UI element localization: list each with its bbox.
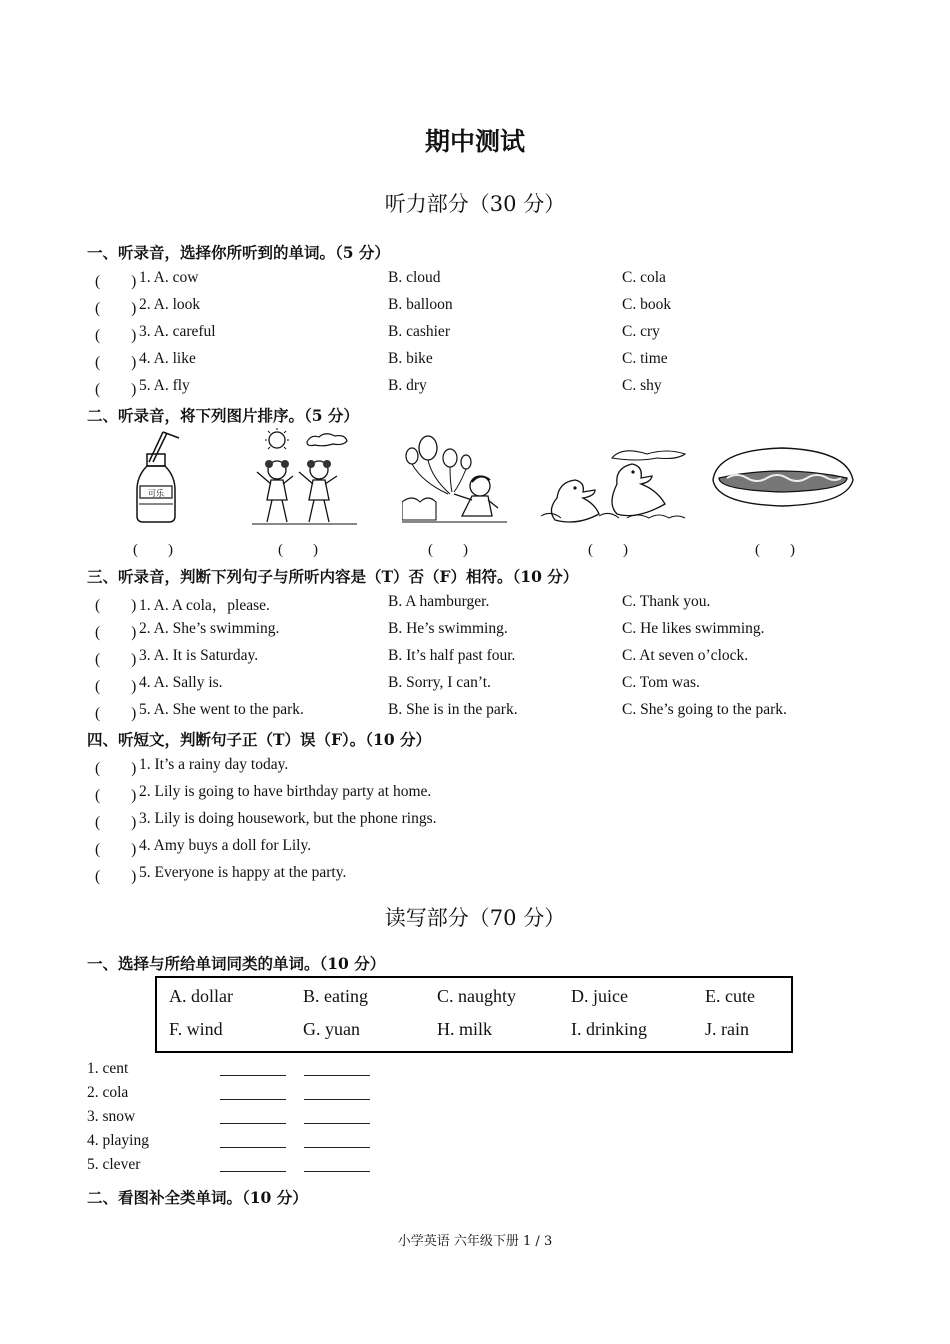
word-bank-option: D. juice — [571, 986, 628, 1006]
picture-order-blank[interactable]: ( ) — [278, 542, 318, 558]
option-c: C. Thank you. — [622, 593, 711, 610]
page-footer: 小学英语 六年级下册 1 / 3 — [397, 1234, 553, 1249]
option-c: C. time — [622, 350, 668, 367]
answer-blank[interactable]: ( ) — [95, 814, 137, 831]
statement-text: 5. Everyone is happy at the party. — [139, 864, 347, 881]
word-bank-option: G. yuan — [303, 1019, 360, 1039]
word-bank-option: C. naughty — [437, 986, 516, 1006]
option-c: C. shy — [622, 377, 662, 394]
girls-exercising-picture — [247, 428, 367, 528]
option-b: B. A hamburger. — [388, 593, 490, 610]
option-b: B. It’s half past four. — [388, 647, 516, 664]
option-b: B. balloon — [388, 296, 453, 313]
option-c: C. At seven o’clock. — [622, 647, 749, 664]
picture-order-blank[interactable]: ( ) — [428, 542, 468, 558]
statement-text: 3. Lily is doing housework, but the phone rings. — [139, 810, 437, 827]
option-c: C. He likes swimming. — [622, 620, 765, 637]
answer-blank[interactable]: ( ) — [95, 787, 137, 804]
given-word: 4. playing — [87, 1132, 149, 1149]
option-a: 2. A. look — [139, 296, 201, 313]
option-b: B. cashier — [388, 323, 450, 340]
word-bank-option: F. wind — [169, 1019, 223, 1039]
picture-order-blank[interactable]: ( ) — [133, 542, 173, 558]
option-c: C. Tom was. — [622, 674, 700, 691]
answer-line[interactable] — [220, 1171, 286, 1172]
answer-line[interactable] — [304, 1075, 370, 1076]
word-bank-option: I. drinking — [571, 1019, 647, 1039]
bottle-label: 可乐 — [148, 489, 164, 498]
reading-section-2-heading: 二、看图补全类单词。（10 分） — [87, 1188, 308, 1207]
picture-order-blank[interactable]: ( ) — [588, 542, 628, 558]
answer-line[interactable] — [304, 1147, 370, 1148]
word-bank-option: E. cute — [705, 986, 755, 1006]
answer-blank[interactable]: ( ) — [95, 868, 137, 885]
answer-blank[interactable]: ( ) — [95, 273, 137, 290]
option-b: B. Sorry, I can’t. — [388, 674, 491, 691]
option-a: 4. A. Sally is. — [139, 674, 223, 691]
option-a: 5. A. She went to the park. — [139, 701, 304, 718]
option-c: C. cry — [622, 323, 660, 340]
option-a: 2. A. She’s swimming. — [139, 620, 280, 637]
answer-blank[interactable]: ( ) — [95, 651, 137, 668]
given-word: 1. cent — [87, 1060, 129, 1077]
reading-writing-part-heading: 读写部分（70 分） — [384, 906, 566, 930]
statement-text: 2. Lily is going to have birthday party at home. — [139, 783, 432, 800]
option-a: 3. A. careful — [139, 323, 216, 340]
cola-bottle-picture — [127, 428, 187, 528]
section-2-heading: 二、听录音，将下列图片排序。（5 分） — [87, 406, 359, 425]
option-a: 1. A. A cola，please. — [139, 597, 270, 614]
word-bank-box — [155, 976, 793, 1053]
option-a: 4. A. like — [139, 350, 196, 367]
option-b: B. He’s swimming. — [388, 620, 508, 637]
answer-line[interactable] — [220, 1075, 286, 1076]
picture-strip — [87, 428, 877, 558]
option-a: 1. A. cow — [139, 269, 199, 286]
page-title: 期中测试 — [424, 127, 525, 156]
section-3-heading: 三、听录音，判断下列句子与所听内容是（T）否（F）相符。（10 分） — [87, 567, 579, 586]
statement-text: 1. It’s a rainy day today. — [139, 756, 289, 773]
option-b: B. She is in the park. — [388, 701, 518, 718]
option-b: B. bike — [388, 350, 433, 367]
statement-text: 4. Amy buys a doll for Lily. — [139, 837, 312, 854]
option-c: C. She’s going to the park. — [622, 701, 787, 718]
option-a: 3. A. It is Saturday. — [139, 647, 259, 664]
given-word: 5. clever — [87, 1156, 141, 1173]
given-word: 2. cola — [87, 1084, 129, 1101]
reading-section-1-heading: 一、选择与所给单词同类的单词。（10 分） — [87, 954, 386, 973]
word-bank-option: A. dollar — [169, 986, 233, 1006]
answer-line[interactable] — [220, 1099, 286, 1100]
given-word: 3. snow — [87, 1108, 136, 1125]
answer-blank[interactable]: ( ) — [95, 678, 137, 695]
answer-line[interactable] — [304, 1123, 370, 1124]
answer-blank[interactable]: ( ) — [95, 624, 137, 641]
listening-part-heading: 听力部分（30 分） — [384, 192, 566, 216]
option-b: B. dry — [388, 377, 427, 394]
option-b: B. cloud — [388, 269, 441, 286]
option-c: C. book — [622, 296, 672, 313]
option-c: C. cola — [622, 269, 666, 286]
answer-blank[interactable]: ( ) — [95, 327, 137, 344]
picture-order-blank[interactable]: ( ) — [755, 542, 795, 558]
answer-line[interactable] — [304, 1099, 370, 1100]
answer-blank[interactable]: ( ) — [95, 841, 137, 858]
answer-line[interactable] — [220, 1147, 286, 1148]
answer-blank[interactable]: ( ) — [95, 381, 137, 398]
option-a: 5. A. fly — [139, 377, 190, 394]
section-4-heading: 四、听短文，判断句子正（T）误（F）。（10 分） — [87, 730, 432, 749]
answer-blank[interactable]: ( ) — [95, 354, 137, 371]
answer-blank[interactable]: ( ) — [95, 760, 137, 777]
answer-blank[interactable]: ( ) — [95, 300, 137, 317]
word-bank-option: H. milk — [437, 1019, 493, 1039]
answer-line[interactable] — [220, 1123, 286, 1124]
girl-with-balloons-picture — [402, 428, 512, 528]
answer-blank[interactable]: ( ) — [95, 597, 137, 614]
answer-blank[interactable]: ( ) — [95, 705, 137, 722]
word-bank-option: J. rain — [705, 1019, 749, 1039]
section-1-heading: 一、听录音，选择你所听到的单词。（5 分） — [87, 243, 390, 262]
word-bank-option: B. eating — [303, 986, 368, 1006]
answer-line[interactable] — [304, 1171, 370, 1172]
hot-dog-picture — [707, 428, 857, 528]
ducks-picture — [537, 428, 687, 528]
